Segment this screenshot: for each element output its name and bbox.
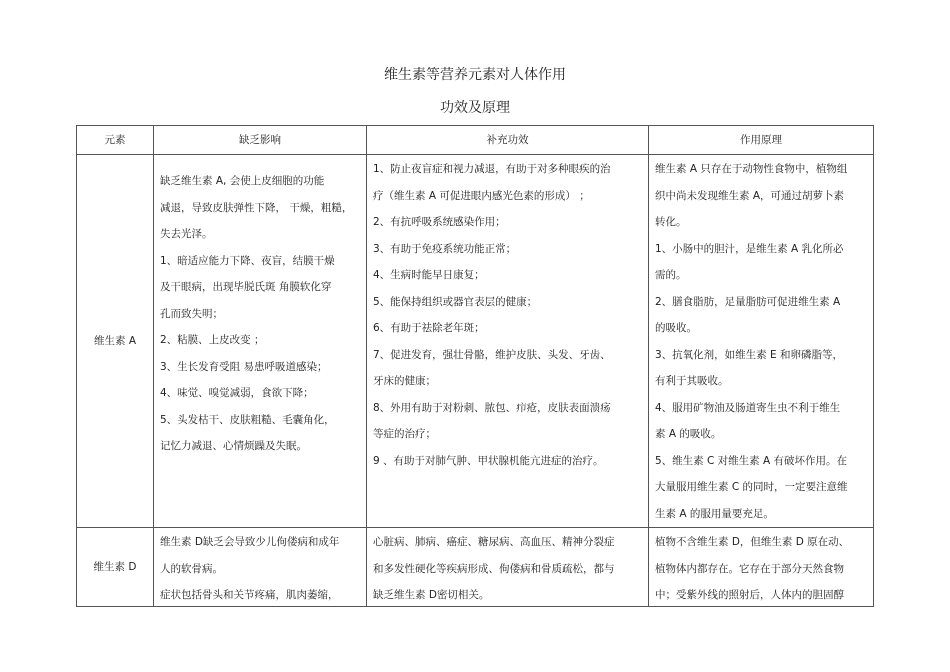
deficiency-cell — [154, 155, 367, 528]
text-line: 大量服用维生素 C 的同时，一定要注意维 — [655, 481, 848, 493]
effects-cell — [367, 528, 649, 607]
table-row — [77, 528, 874, 607]
header-principle: 作用原理 — [649, 126, 874, 155]
text-line: 1、小肠中的胆汁，是维生素 A 乳化所必 — [655, 242, 844, 255]
text-line: 4、生病时能早日康复； — [373, 269, 485, 281]
text-line: 9 、有助于对肺气肿、甲状腺机能亢进症的治疗。 — [373, 454, 604, 467]
text-line: 维生素 A 只存在于动物性食物中，植物组 — [655, 163, 848, 175]
text-line: 3、抗氧化剂，如维生素 E 和卵磷脂等， — [655, 348, 843, 361]
text-line: 有利于其吸收。 — [655, 375, 729, 387]
element-cell: 维生素 D — [77, 528, 154, 607]
text-line: 生素 A 的服用量要充足。 — [655, 507, 774, 520]
text-line: 植物体内都存在。它存在于部分天然食物 — [655, 562, 844, 575]
header-element: 元素 — [77, 126, 154, 155]
document-title: 维生素等营养元素对人体作用 — [384, 67, 566, 83]
text-line: 4、服用矿物油及肠道寄生虫不利于维生 — [655, 401, 841, 414]
principle-text — [649, 155, 873, 527]
principle-cell — [649, 155, 874, 528]
text-line: 等症的治疗； — [373, 428, 436, 440]
text-line: 植物不含维生素 D，但维生素 D 原在动、 — [655, 536, 850, 548]
text-line: 记忆力减退、心情烦躁及失眠。 — [160, 440, 307, 452]
text-line: 需的。 — [655, 269, 687, 281]
element-cell: 维生素 A — [77, 155, 154, 528]
principle-cell — [649, 528, 874, 607]
text-line: 7、促进发育，强壮骨骼，维护皮肤、头发、牙齿、 — [373, 348, 611, 361]
text-line: 5、维生素 C 对维生素 A 有破坏作用。在 — [655, 454, 848, 467]
text-line: 2、膳食脂肪，足量脂肪可促进维生素 A — [655, 295, 841, 308]
text-line: 和多发性硬化等疾病形成、佝偻病和骨质疏松，都与 — [373, 562, 615, 575]
text-line: 牙床的健康； — [373, 375, 436, 387]
text-line: 5、头发枯干、皮肤粗糙、毛囊角化， — [160, 413, 335, 426]
deficiency-text — [154, 528, 366, 606]
text-line: 及干眼病，出现毕脱氏斑 角膜软化穿 — [160, 281, 332, 293]
text-line: 症状包括骨头和关节疼痛，肌肉萎缩， — [160, 589, 339, 601]
text-line: 素 A 的吸收。 — [655, 428, 722, 440]
table-row — [77, 155, 874, 528]
effects-cell — [367, 155, 649, 528]
text-line: 的吸收。 — [655, 322, 697, 334]
text-line: 转化。 — [655, 216, 687, 228]
text-line: 1、防止夜盲症和视力减退，有助于对多种眼疾的治 — [373, 163, 611, 175]
text-line: 织中尚未发现维生素 A，可通过胡萝卜素 — [655, 189, 845, 202]
header-effects: 补充功效 — [367, 126, 649, 155]
text-line: 2、粘膜、上皮改变 ； — [160, 334, 265, 346]
text-line: 减退，导致皮肤弹性下降， 干燥，粗糙， — [160, 201, 353, 214]
effects-text — [367, 528, 648, 606]
text-line: 1、暗适应能力下降、夜盲，结膜干燥 — [160, 254, 335, 267]
text-line: 失去光泽。 — [160, 228, 213, 240]
deficiency-text — [154, 155, 366, 460]
text-line: 中；受紫外线的照射后，人体内的胆固醇 — [655, 589, 844, 601]
text-line: 缺乏维生素 A, 会使上皮细胞的功能 — [160, 175, 325, 187]
principle-text — [649, 528, 873, 606]
text-line: 2、有抗呼吸系统感染作用； — [373, 216, 506, 228]
effects-text — [367, 155, 648, 474]
text-line: 心脏病、肺病、癌症、糖尿病、高血压、精神分裂症 — [373, 536, 615, 548]
text-line: 维生素 D缺乏会导致少儿佝偻病和成年 — [160, 536, 340, 548]
text-line: 人的软骨病。 — [160, 562, 223, 575]
table-header-row — [77, 126, 874, 155]
text-line: 4、味觉、嗅觉减弱，食欲下降； — [160, 387, 314, 399]
text-line: 缺乏维生素 D密切相关。 — [373, 589, 490, 601]
nutrient-table — [76, 125, 874, 607]
text-line: 孔而致失明； — [160, 307, 223, 320]
text-line: 疗（维生素 A 可促进眼内感光色素的形成） ； — [373, 189, 590, 202]
text-line: 6、有助于祛除老年斑； — [373, 322, 485, 334]
text-line: 5、能保持组织或器官表层的健康； — [373, 295, 538, 308]
document-subtitle: 功效及原理 — [440, 100, 510, 116]
spacer — [160, 156, 362, 168]
text-line: 3、有助于免疫系统功能正常； — [373, 242, 517, 255]
deficiency-cell — [154, 528, 367, 607]
text-line: 3、生长发育受阻 易患呼吸道感染； — [160, 360, 328, 373]
text-line: 8、外用有助于对粉刺、脓包、疖疮，皮肤表面溃疡 — [373, 401, 611, 414]
header-deficiency: 缺乏影响 — [154, 126, 367, 155]
